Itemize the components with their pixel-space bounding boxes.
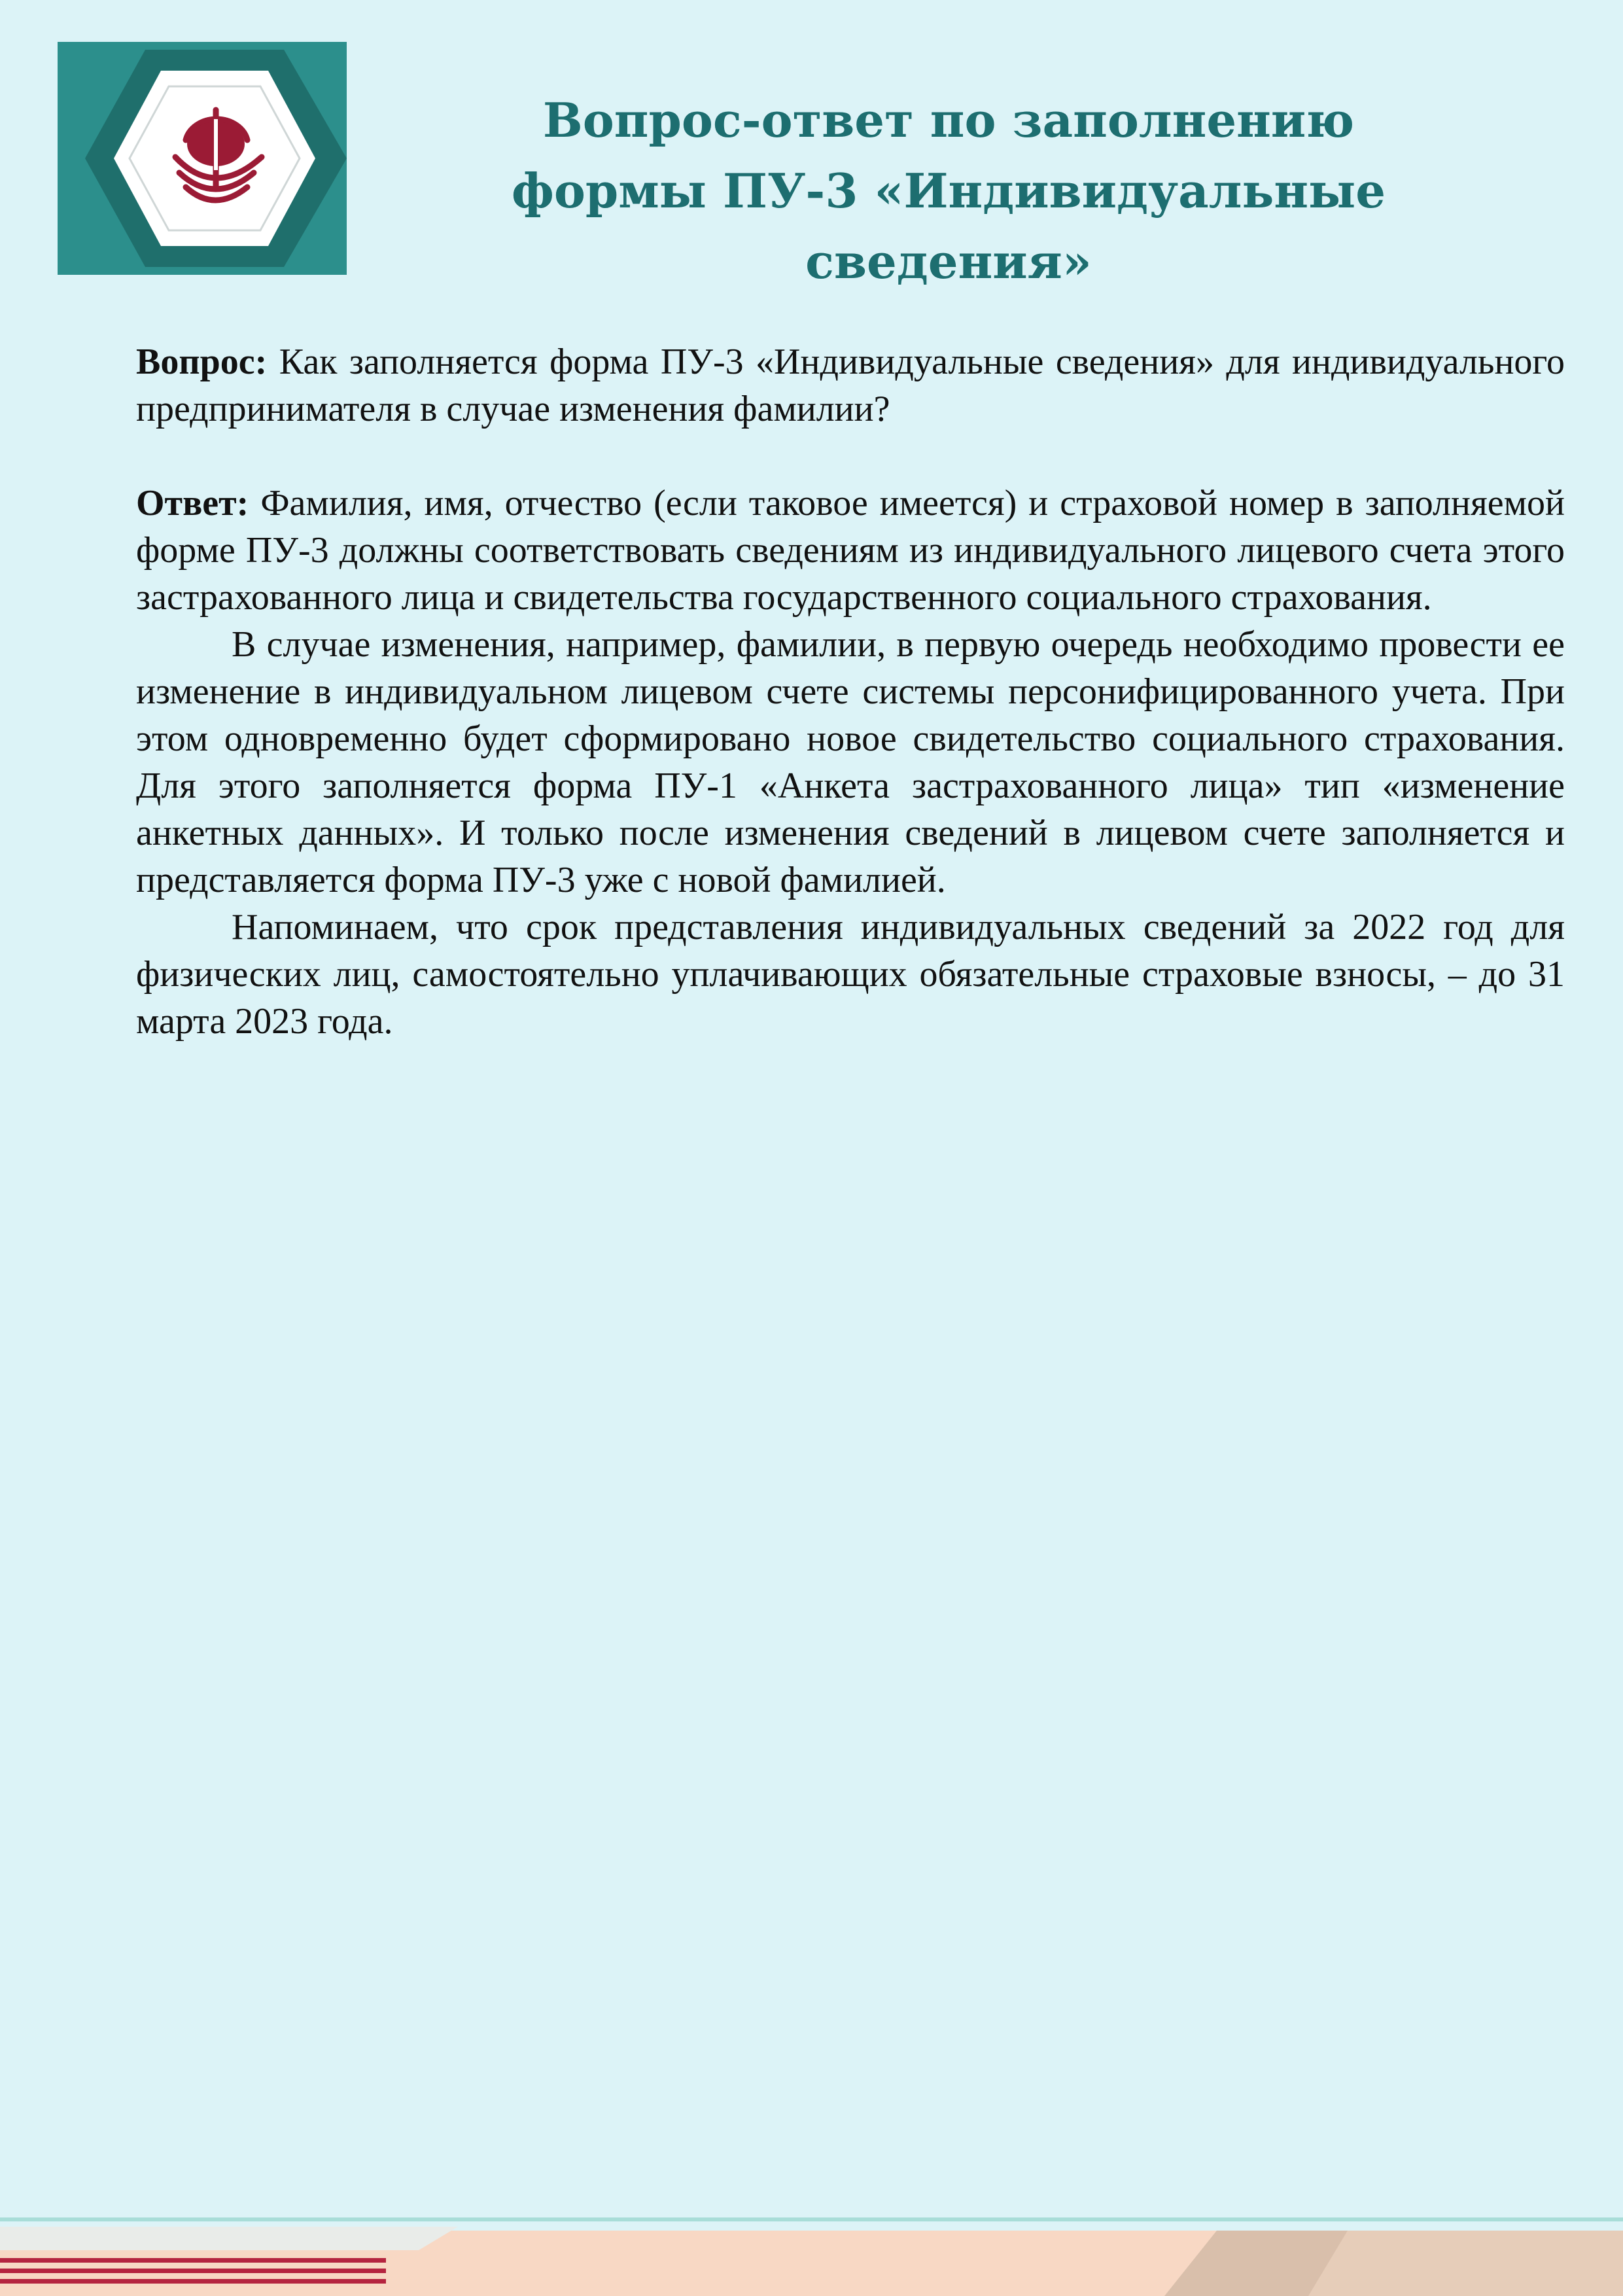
page-title <box>366 85 1531 297</box>
answer-label: Ответ: <box>136 483 249 523</box>
answer-paragraph <box>136 480 1565 621</box>
footer-stripes <box>0 2211 1623 2296</box>
answer-text: Фамилия, имя, отчество (если таковое имеется) и страховой номер в заполняемой форме ПУ-3 должны соответствовать сведениям из индивидуального лицевого счета этого застрахованного лица и свидетельства государственного социального страхования. <box>136 483 1565 618</box>
title-line-1: Вопрос-ответ по заполнению <box>542 92 1355 148</box>
question-text: Как заполняется форма ПУ-3 «Индивидуальные сведения» для индивидуального предпринимателя в случае изменения фамилии? <box>136 342 1565 429</box>
article-body <box>136 338 1565 1045</box>
question-paragraph <box>136 338 1565 433</box>
body-paragraph-3: Напоминаем, что срок представления индивидуальных сведений за 2022 год для физических лиц, самостоятельно уплачивающих обязательные страховые взносы, – до 31 марта 2023 года. <box>136 907 1565 1042</box>
footer-decoration <box>0 2211 1623 2296</box>
logo <box>58 42 347 275</box>
question-label: Вопрос: <box>136 342 268 382</box>
body-paragraph-2: В случае изменения, например, фамилии, в первую очередь необходимо провести ее изменение в индивидуальном лицевом счете системы персонифицированного учета. При этом одновременно будет сформировано новое свидетельство социального страхования. Для этого заполняется форма ПУ-1 «Анкета застрахованного лица» тип «изменение анкетных данных». И только после изменения сведений в лицевом счете заполняется и представляется форма ПУ-3 уже с новой фамилией. <box>136 624 1565 900</box>
title-line-2: формы ПУ-3 «Индивидуальные сведения» <box>511 163 1386 289</box>
pension-fund-emblem-icon <box>58 42 347 275</box>
